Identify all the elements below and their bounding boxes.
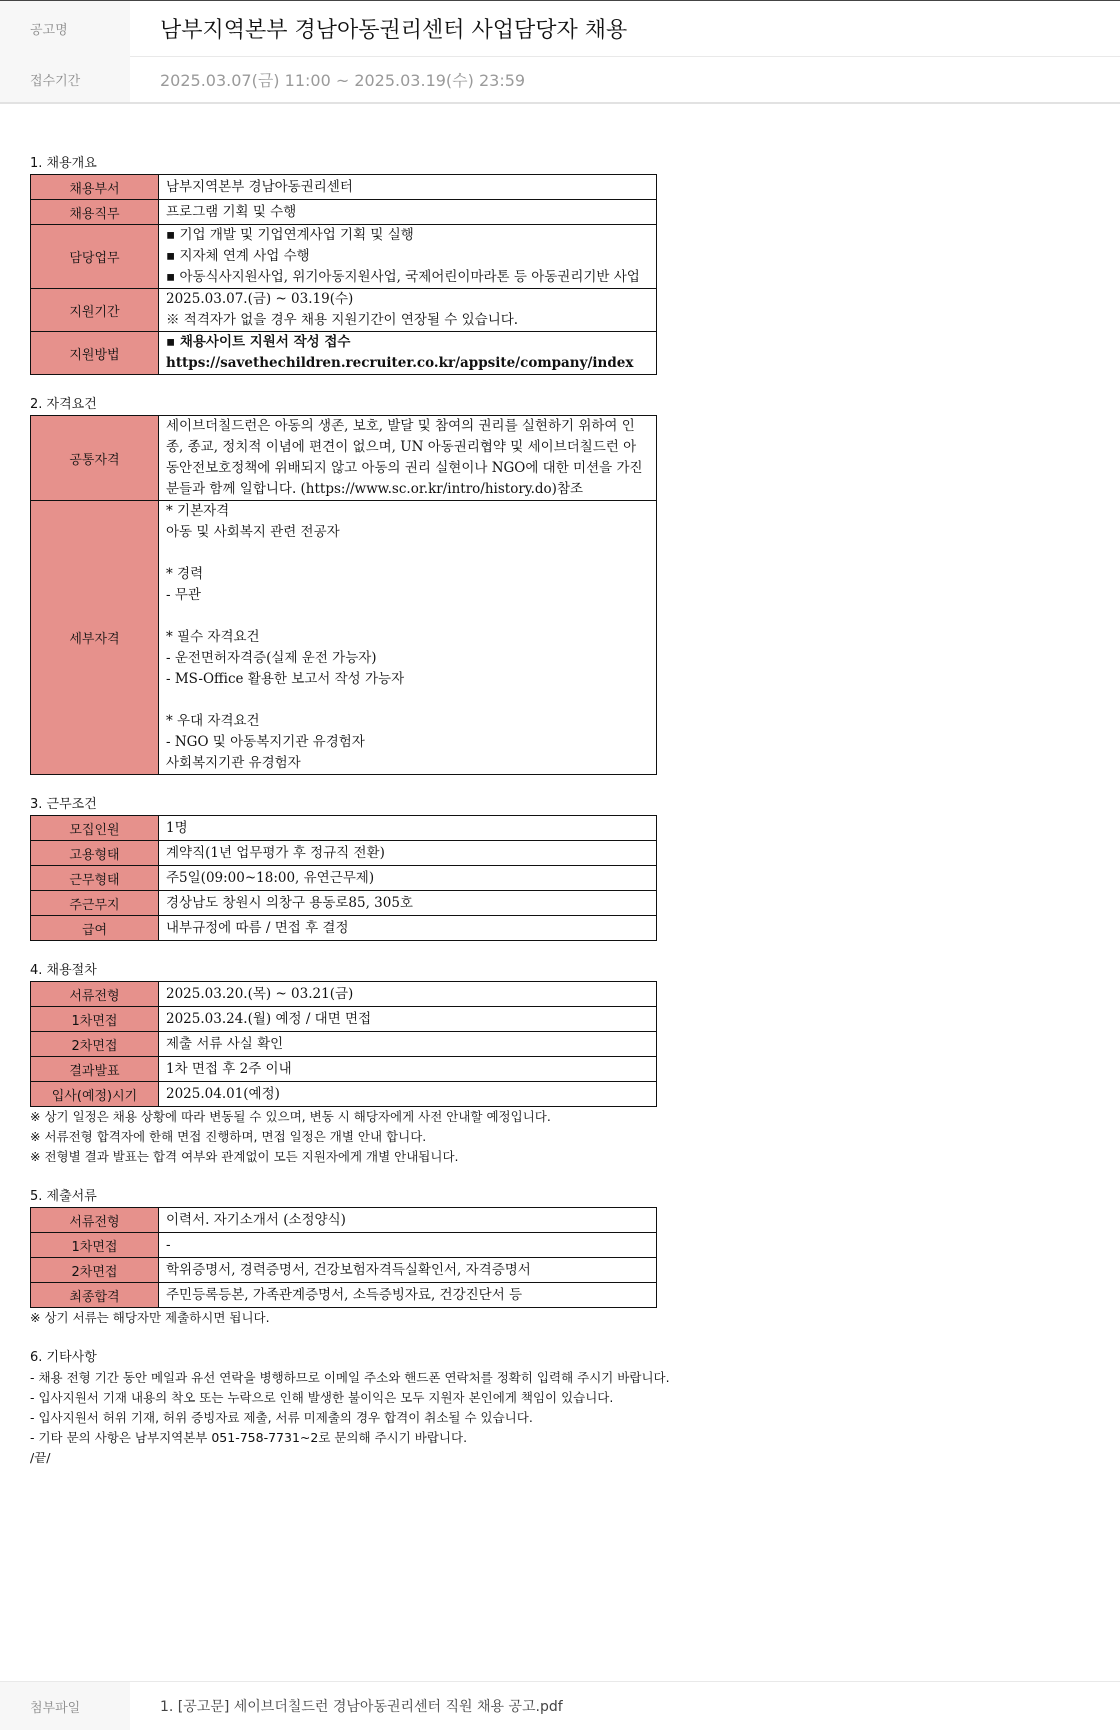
- table-row: [31, 1057, 657, 1082]
- row-value: 1차 면접 후 2주 이내: [159, 1057, 657, 1082]
- row-header: 근무형태: [31, 866, 159, 891]
- row-value: [159, 501, 657, 775]
- documents-note: ※ 상기 서류는 해당자만 제출하시면 됩니다.: [30, 1310, 270, 1325]
- row-header: 모집인원: [31, 816, 159, 841]
- row-header: 서류전형: [31, 1208, 159, 1233]
- duty-line: ▪ 아동식사지원사업, 위기아동지원사업, 국제어린이마라톤 등 아동권리기반 사업: [166, 269, 640, 285]
- end-mark: /끝/: [30, 1450, 51, 1465]
- table-row: [31, 1032, 657, 1057]
- overview-table: [30, 174, 657, 375]
- table-row: [31, 416, 657, 501]
- table-row: [31, 1283, 657, 1308]
- text-line: 아동 및 사회복지 관련 전공자: [166, 524, 340, 540]
- period-line: 2025.03.07.(금) ~ 03.19(수): [166, 291, 354, 307]
- title-row: [0, 0, 1120, 57]
- section-title: 6. 기타사항: [30, 1350, 97, 1365]
- table-row: [31, 916, 657, 941]
- posting-title: 남부지역본부 경남아동권리센터 사업담당자 채용: [160, 18, 628, 43]
- duty-line: ▪ 기업 개발 및 기업연계사업 기획 및 실행: [166, 227, 414, 243]
- row-header: 고용형태: [31, 841, 159, 866]
- text-line: 분들과 함께 일합니다. (https://www.sc.or.kr/intro/history.do)참조: [166, 481, 584, 497]
- apply-link[interactable]: https://savethechildren.recruiter.co.kr/appsite/company/index: [166, 355, 634, 371]
- work-conditions-table: [30, 815, 657, 941]
- table-row: [31, 1258, 657, 1283]
- table-row: [31, 816, 657, 841]
- row-value: 2025.03.20.(목) ~ 03.21(금): [159, 982, 657, 1007]
- duty-line: ▪ 지자체 연계 사업 수행: [166, 248, 310, 264]
- table-row: [31, 501, 657, 775]
- row-header: 지원방법: [31, 332, 159, 375]
- row-value: 이력서. 자기소개서 (소정양식): [159, 1208, 657, 1233]
- row-value: [159, 332, 657, 375]
- text-line: * 우대 자격요건: [166, 713, 260, 729]
- documents-table: [30, 1207, 657, 1308]
- etc-line: - 입사지원서 허위 기재, 허위 증빙자료 제출, 서류 미제출의 경우 합격이 취소될 수 있습니다.: [30, 1410, 533, 1425]
- table-row: [31, 841, 657, 866]
- apply-method: ▪ 채용사이트 지원서 작성 접수: [166, 334, 351, 350]
- process-note: ※ 전형별 결과 발표는 합격 여부와 관계없이 모든 지원자에게 개별 안내됩니다.: [30, 1149, 459, 1164]
- text-line: - 무관: [166, 587, 201, 603]
- text-line: * 기본자격: [166, 503, 230, 519]
- text-line: 세이브더칠드런은 아동의 생존, 보호, 발달 및 참여의 권리를 실현하기 위하여 인: [166, 418, 635, 434]
- section-title: 5. 제출서류: [30, 1189, 97, 1204]
- row-value: 주5일(09:00~18:00, 유연근무제): [159, 866, 657, 891]
- section-title: 3. 근무조건: [30, 797, 97, 812]
- attachment-label: 첨부파일: [0, 1682, 130, 1730]
- row-value: [159, 225, 657, 289]
- row-header: 채용직무: [31, 200, 159, 225]
- section-title: 1. 채용개요: [30, 156, 97, 171]
- attachment-link[interactable]: 1. [공고문] 세이브더칠드런 경남아동권리센터 직원 채용 공고.pdf: [160, 1699, 563, 1715]
- row-value: 1명: [159, 816, 657, 841]
- row-header: 1차면접: [31, 1007, 159, 1032]
- period-label: 접수기간: [0, 56, 130, 102]
- attachment-row: [0, 1681, 1120, 1730]
- text-line: 사회복지기관 유경험자: [166, 755, 301, 771]
- table-row: [31, 332, 657, 375]
- application-period: 2025.03.07(금) 11:00 ~ 2025.03.19(수) 23:59: [160, 70, 526, 90]
- row-value: 경상남도 창원시 의창구 용동로85, 305호: [159, 891, 657, 916]
- table-row: [31, 200, 657, 225]
- table-row: [31, 1233, 657, 1258]
- section-title: 4. 채용절차: [30, 963, 97, 978]
- row-header: 주근무지: [31, 891, 159, 916]
- row-value: 내부규정에 따름 / 면접 후 결정: [159, 916, 657, 941]
- row-header: 채용부서: [31, 175, 159, 200]
- title-label: 공고명: [0, 1, 130, 56]
- table-row: [31, 1208, 657, 1233]
- row-header: 2차면접: [31, 1032, 159, 1057]
- posting-body: [30, 154, 1090, 1468]
- qualification-table: [30, 415, 657, 775]
- text-line: - MS-Office 활용한 보고서 작성 가능자: [166, 671, 405, 687]
- table-row: [31, 1082, 657, 1107]
- row-header: 2차면접: [31, 1258, 159, 1283]
- table-row: [31, 225, 657, 289]
- text-line: 동안전보호정책에 위배되지 않고 아동의 권리 실현이나 NGO에 대한 미션을 가진: [166, 460, 643, 476]
- row-header: 서류전형: [31, 982, 159, 1007]
- text-line: - 운전면허자격증(실제 운전 가능자): [166, 650, 377, 666]
- table-row: [31, 891, 657, 916]
- process-note: ※ 서류전형 합격자에 한해 면접 진행하며, 면접 일정은 개별 안내 합니다.: [30, 1129, 427, 1144]
- text-line: * 경력: [166, 566, 204, 582]
- period-row: [0, 56, 1120, 104]
- etc-line: - 입사지원서 기재 내용의 착오 또는 누락으로 인해 발생한 불이익은 모두 지원자 본인에게 책임이 있습니다.: [30, 1390, 614, 1405]
- row-value: 계약직(1년 업무평가 후 정규직 전환): [159, 841, 657, 866]
- row-header: 최종합격: [31, 1283, 159, 1308]
- row-header: 결과발표: [31, 1057, 159, 1082]
- row-value: 2025.03.24.(월) 예정 / 대면 면접: [159, 1007, 657, 1032]
- table-row: [31, 1007, 657, 1032]
- process-table: [30, 981, 657, 1107]
- table-row: [31, 289, 657, 332]
- row-value: [159, 289, 657, 332]
- table-row: [31, 175, 657, 200]
- period-note: ※ 적격자가 없을 경우 채용 지원기간이 연장될 수 있습니다.: [166, 312, 519, 328]
- row-header: 입사(예정)시기: [31, 1082, 159, 1107]
- row-header: 급여: [31, 916, 159, 941]
- row-header: 담당업무: [31, 225, 159, 289]
- text-line: 종, 종교, 정치적 이념에 편견이 없으며, UN 아동권리협약 및 세이브더칠드런 아: [166, 439, 637, 455]
- section-title: 2. 자격요건: [30, 397, 97, 412]
- row-value: -: [159, 1233, 657, 1258]
- row-header: 공통자격: [31, 416, 159, 501]
- process-note: ※ 상기 일정은 채용 상황에 따라 변동될 수 있으며, 변동 시 해당자에게 사전 안내할 예정입니다.: [30, 1109, 551, 1124]
- text-line: - NGO 및 아동복지기관 유경험자: [166, 734, 365, 750]
- row-value: [159, 416, 657, 501]
- row-header: 세부자격: [31, 501, 159, 775]
- etc-line: - 기타 문의 사항은 남부지역본부 051-758-7731~2로 문의해 주시기 바랍니다.: [30, 1430, 468, 1445]
- row-value: 학위증명서, 경력증명서, 건강보험자격득실확인서, 자격증명서: [159, 1258, 657, 1283]
- table-row: [31, 982, 657, 1007]
- etc-line: - 채용 전형 기간 동안 메일과 유선 연락을 병행하므로 이메일 주소와 핸드폰 연락처를 정확히 입력해 주시기 바랍니다.: [30, 1370, 670, 1385]
- row-value: 주민등록등본, 가족관계증명서, 소득증빙자료, 건강진단서 등: [159, 1283, 657, 1308]
- row-value: 남부지역본부 경남아동권리센터: [159, 175, 657, 200]
- text-line: * 필수 자격요건: [166, 629, 260, 645]
- row-header: 지원기간: [31, 289, 159, 332]
- row-value: 2025.04.01(예정): [159, 1082, 657, 1107]
- row-value: 제출 서류 사실 확인: [159, 1032, 657, 1057]
- row-value: 프로그램 기획 및 수행: [159, 200, 657, 225]
- table-row: [31, 866, 657, 891]
- row-header: 1차면접: [31, 1233, 159, 1258]
